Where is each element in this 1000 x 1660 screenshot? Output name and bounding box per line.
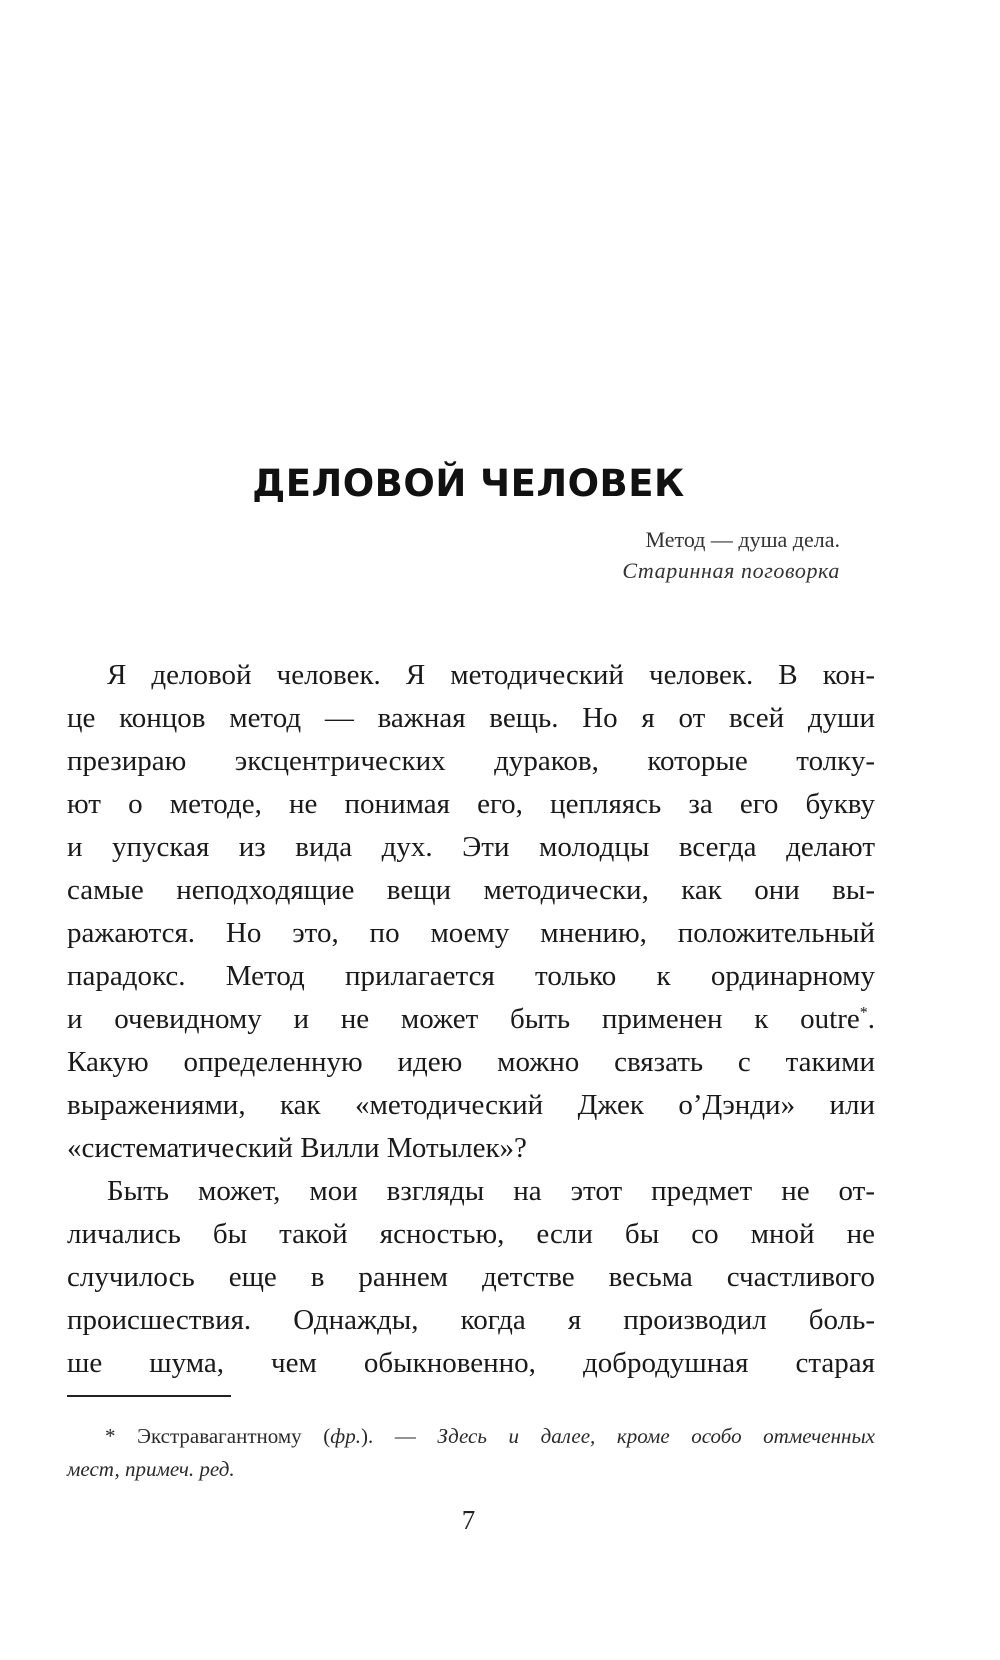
footnote-dash: — [394, 1424, 416, 1448]
text-line-content: и очевидному и не может быть применен к outre [67, 1003, 860, 1035]
text-line: происшествия. Однажды, когда я производил боль- [67, 1304, 875, 1336]
footnote-marker: * [105, 1424, 116, 1448]
text-line: ют о методе, не понимая его, цепляясь за его букву [67, 788, 875, 820]
text-line: личались бы такой ясностью, если бы со мной не [67, 1218, 875, 1250]
text-line: ражаются. Но это, по моему мнению, положительный [67, 917, 875, 949]
text-line: це концов метод — важная вещь. Но я от всей души [67, 702, 875, 734]
footnote-reference-marker: * [859, 1004, 868, 1022]
text-line: Я деловой человек. Я методический человек. В кон- [107, 659, 875, 691]
epigraph-source: Старинная поговорка [622, 558, 840, 583]
footnote-term: Экстравагантному [137, 1424, 302, 1448]
text-line: выражениями, как «методический Джек о’Дэнди» или [67, 1089, 875, 1121]
text-line: парадокс. Метод прилагается только к ординарному [67, 960, 875, 992]
text-line: и упуская из вида дух. Эти молодцы всегда делают [67, 831, 875, 863]
footnote-note: Здесь и далее, кроме особо отмеченных [437, 1424, 876, 1448]
epigraph-quote: Метод — душа дела. [645, 527, 840, 552]
footnote [67, 1420, 875, 1486]
page-number: 7 [461, 1505, 476, 1535]
body-text [67, 654, 875, 1385]
text-line: Быть может, мои взгляды на этот предмет не от- [107, 1175, 875, 1207]
text-line: «систематический Вилли Мотылек»? [67, 1132, 527, 1164]
footnote-language: фр. [330, 1424, 361, 1448]
footnote-line: мест, примеч. ред. [67, 1457, 235, 1481]
text-line: случилось еще в раннем детстве весьма счастливого [67, 1261, 875, 1293]
text-line: самые неподходящие вещи методически, как они вы- [67, 874, 875, 906]
footnote-line: * Экстравагантному (фр.). — Здесь и далее, кроме особо отмеченных [105, 1424, 876, 1448]
text-line: ше шума, чем обыкновенно, добродушная старая [67, 1347, 875, 1379]
sentence-period: . [867, 1003, 875, 1035]
footnote-divider [67, 1395, 231, 1397]
epigraph [622, 524, 840, 586]
chapter-title: ДЕЛОВОЙ ЧЕЛОВЕК [252, 462, 685, 505]
text-line: презираю эксцентрических дураков, которые толку- [67, 745, 875, 777]
text-line-with-footnote [67, 998, 875, 1041]
text-line: Какую определенную идею можно связать с такими [67, 1046, 875, 1078]
